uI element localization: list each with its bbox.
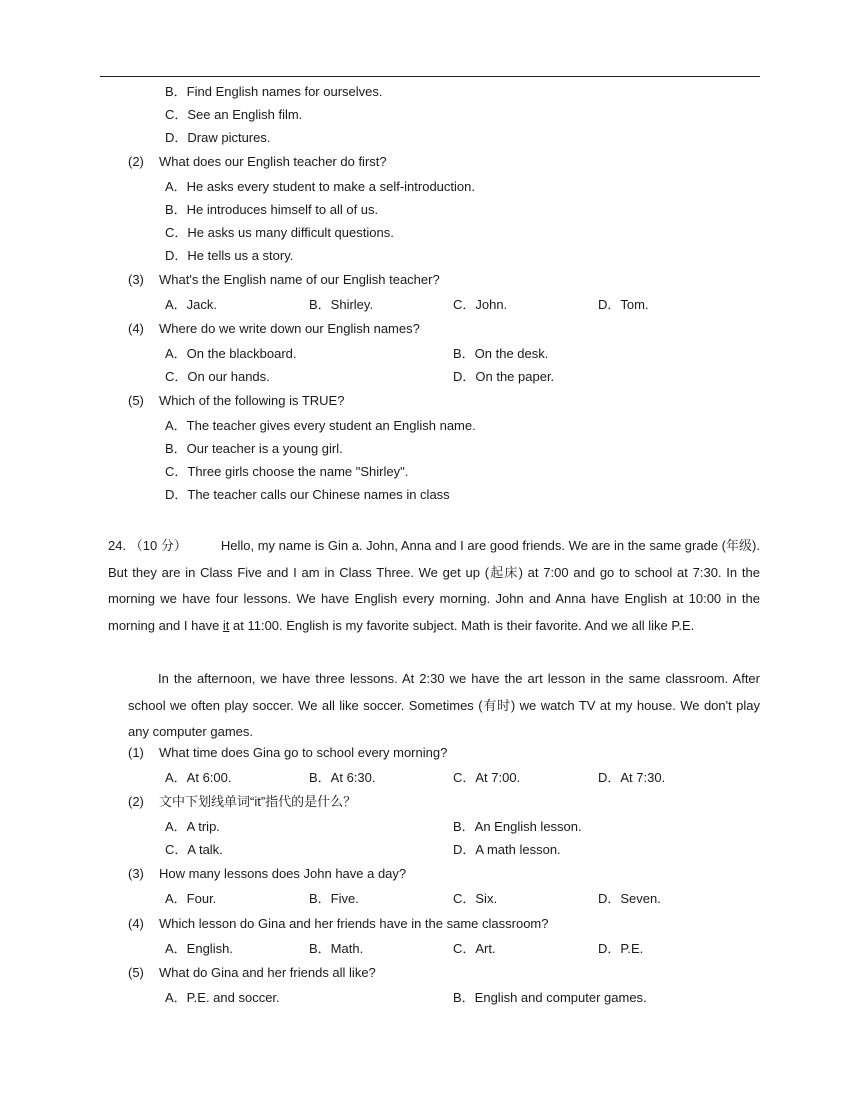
q24-4-option-d: D．P.E. [598,941,644,956]
q23-5-text: Which of the following is TRUE? [159,393,345,408]
q24-4-number: (4) [128,916,144,931]
q23-1-option-c: C．See an English film. [165,107,303,122]
q23-5-option-b: B．Our teacher is a young girl. [165,441,343,456]
q24-5-stem [128,965,376,981]
q23-3-text: What's the English name of our English teacher? [159,272,440,287]
header-rule [100,76,760,77]
q24-5-text: What do Gina and her friends all like? [159,965,376,980]
q24-1-option-d: D．At 7:30. [598,770,666,785]
q23-5-stem [128,393,344,409]
q23-5-option-c: C．Three girls choose the name "Shirley". [165,464,409,479]
q23-3-option-d: D．Tom. [598,297,649,312]
q23-2-text: What does our English teacher do first? [159,154,387,169]
q23-2-option-d: D．He tells us a story. [165,248,294,263]
q23-4-option-c: C．On our hands. [165,369,270,384]
q24-4-option-b: B．Math. [309,941,364,956]
q24-2-text: 文中下划线单词“it”指代的是什么？ [159,794,357,809]
q24-3-option-c: C．Six. [453,891,498,906]
q23-4-stem [128,321,420,337]
q23-2-stem [128,154,387,170]
q23-2-option-c: C．He asks us many difficult questions. [165,225,394,240]
q24-4-option-a: A．English. [165,941,233,956]
q24-5-option-b: B．English and computer games. [453,990,647,1005]
q24-5-number: (5) [128,965,144,980]
q24-4-stem [128,916,548,932]
q24-2-stem [128,794,356,810]
q23-3-option-a: A．Jack. [165,297,218,312]
q24-underlined-it: it [222,617,230,633]
q23-2-option-b: B．He introduces himself to all of us. [165,202,379,217]
q23-3-option-c: C．John. [453,297,508,312]
q24-passage-paragraph-2: In the afternoon, we have three lessons. At 2:30 we have the art lesson in the same classroom. After school we often play soccer. We all like soccer. Sometimes (有时) we watch TV at my house. We don't play any computer games. [128,671,760,739]
q23-5-number: (5) [128,393,144,408]
q23-2-option-a: A．He asks every student to make a self-introduction. [165,179,475,194]
q23-4-option-a: A．On the blackboard. [165,346,297,361]
q24-3-text: How many lessons does John have a day? [159,866,407,881]
q24-2-option-d: D．A math lesson. [453,842,561,857]
q24-1-stem [128,745,447,761]
q24-passage-paragraph-1 [108,533,760,639]
q24-p1-text-b: at 11:00. English is my favorite subject. Math is their favorite. And we all like P.E. [229,617,695,633]
q24-1-number: (1) [128,745,144,760]
q23-1-option-d: D．Draw pictures. [165,130,271,145]
q24-number: 24. [108,538,127,553]
q24-3-number: (3) [128,866,144,881]
q23-4-text: Where do we write down our English names? [159,321,420,336]
q24-4-option-c: C．Art. [453,941,496,956]
q24-1-text: What time does Gina go to school every morning? [159,745,448,760]
q23-4-number: (4) [128,321,144,336]
q23-4-option-d: D．On the paper. [453,369,555,384]
q24-1-option-c: C．At 7:00. [453,770,521,785]
q23-3-number: (3) [128,272,144,287]
q24-3-stem [128,866,406,882]
q24-3-option-b: B．Five. [309,891,359,906]
q24-1-option-a: A．At 6:00. [165,770,232,785]
q23-1-option-b: B．Find English names for ourselves. [165,84,383,99]
q24-2-option-c: C．A talk. [165,842,223,857]
q24-points: （10 分） [129,538,187,553]
q24-5-option-a: A．P.E. and soccer. [165,990,280,1005]
q24-1-option-b: B．At 6:30. [309,770,376,785]
q23-5-option-d: D．The teacher calls our Chinese names in class [165,487,450,502]
q23-5-option-a: A．The teacher gives every student an English name. [165,418,476,433]
q23-3-stem [128,272,440,288]
q24-3-option-a: A．Four. [165,891,217,906]
q24-4-text: Which lesson do Gina and her friends have in the same classroom? [159,916,549,931]
q23-3-option-b: B．Shirley. [309,297,374,312]
q23-2-number: (2) [128,154,144,169]
q24-2-option-b: B．An English lesson. [453,819,582,834]
q24-2-option-a: A．A trip. [165,819,220,834]
q24-3-option-d: D．Seven. [598,891,661,906]
q23-4-option-b: B．On the desk. [453,346,549,361]
q24-p1-text-a: Hello, my name is Gin a. John, Anna and I are good friends. We are in the same grade (年级). But they are in Class Five and I am in Class Three. We get up (起床) at 7:00 and go to school at 7:30. In the morning we have four lessons. We have English every morning. John and Anna have English at 10:00 in the morning and I have [108,538,760,633]
q24-2-number: (2) [128,794,144,809]
